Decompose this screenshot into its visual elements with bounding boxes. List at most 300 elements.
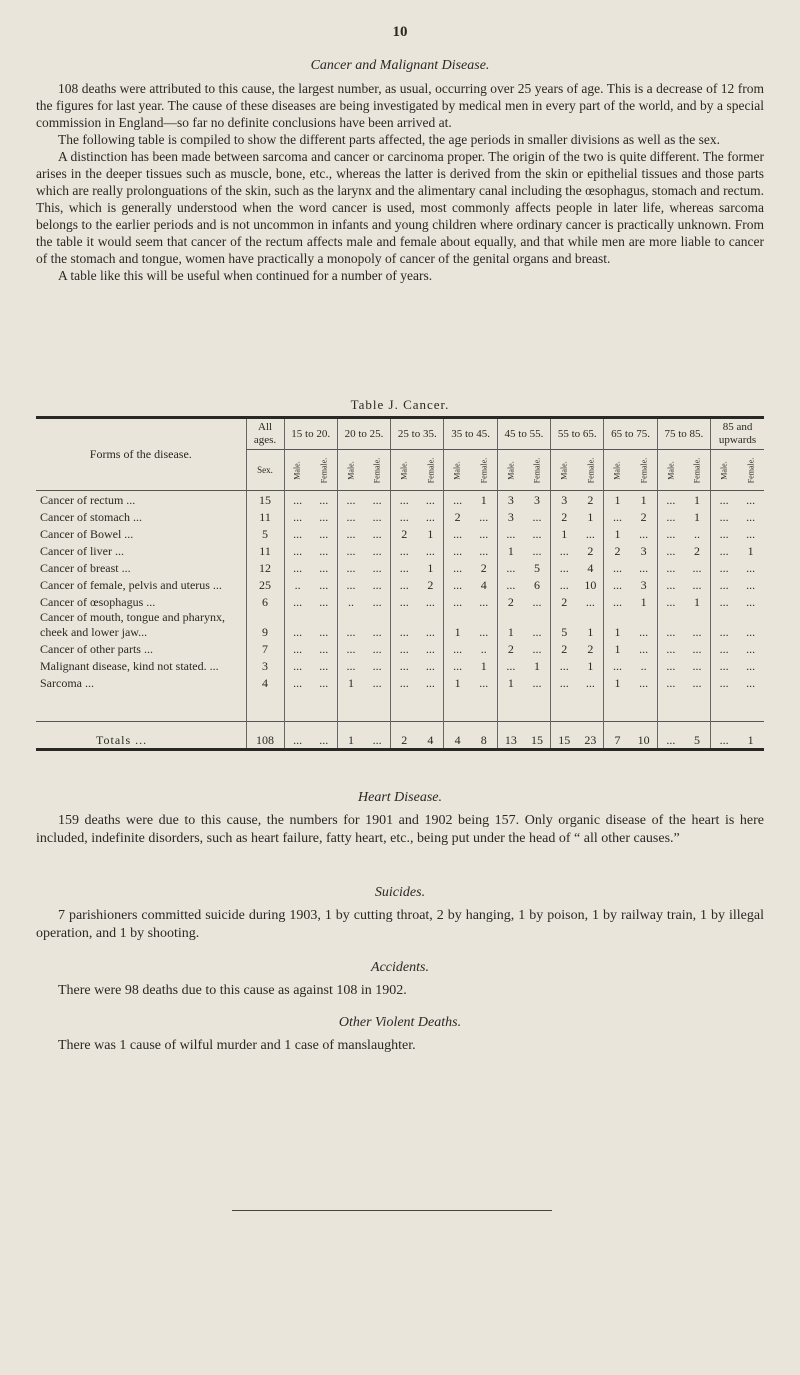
value-cell: 3	[640, 578, 647, 592]
value-cell: 23	[577, 722, 604, 750]
spacer-cell	[337, 691, 364, 722]
value-cell: ...	[746, 527, 756, 541]
value-cell: 2	[391, 525, 418, 542]
value-cell: 4	[480, 578, 487, 592]
value-cell: ...	[639, 625, 649, 639]
value-cell: 1	[604, 491, 631, 509]
value-cell: ...	[657, 542, 684, 559]
sex-subheader-text: Female.	[639, 457, 649, 484]
cancer-table	[36, 416, 764, 751]
value-cell: ...	[337, 542, 364, 559]
value-cell: ...	[372, 510, 382, 524]
sex-subheader-text: Male.	[453, 461, 463, 480]
value-cell: ...	[337, 610, 364, 640]
value-cell: ...	[657, 722, 684, 750]
heart-text: 159 deaths were due to this cause, the numbers for 1901 and 1902 being 157. Only organic disease of the heart is here included, indefinite disorders, such as heart failure, fatty heart, etc., being put under the head of “ all other causes.”	[36, 813, 764, 846]
value-cell: ...	[746, 595, 756, 609]
disease-name-cell: Cancer of mouth, tongue and pharynx, cheek and lower jaw...	[40, 610, 225, 639]
value-cell: ...	[444, 593, 471, 610]
spacer-cell	[577, 691, 604, 722]
table-row	[36, 508, 764, 525]
value-cell: ...	[372, 578, 382, 592]
all-ages-cell: 11	[246, 542, 284, 559]
spacer-cell	[657, 691, 684, 722]
spacer-cell	[711, 691, 738, 722]
value-cell: 1	[587, 510, 594, 524]
value-cell: 3	[497, 508, 524, 525]
male-subheader	[551, 450, 578, 491]
age-group-header: 65 to 75.	[604, 418, 657, 450]
value-cell: ...	[444, 640, 471, 657]
value-cell: 1	[427, 527, 434, 541]
value-cell: ...	[372, 659, 382, 673]
value-cell: ...	[284, 491, 311, 509]
all-ages-cell: 4	[246, 674, 284, 691]
cancer-paragraph: A distinction has been made between sarcoma and cancer or carcinoma proper. The origin of the two is quite different. The former arises in the deeper tissues such as muscle, bone, etc., whereas the latter is derived from the skin or epithelial tissues and those parts which are really prolonguations of the skin, such as the larynx and the alimentary canal including the œsophagus, stomach and rectum. This, which is generally understood when the word cancer is used, most commonly affects people in later life, whereas sarcoma belongs to the earlier periods and is not uncommon in infants and young children where ordinary cancer is practically unknown. From the table it would seem that cancer of the rectum affects male and female about equally, and that while men are more liable to cancer of the stomach and tongue, women have practically a monopoly of cancer of the genital organs and breast.	[36, 149, 764, 266]
value-cell: ...	[391, 657, 418, 674]
value-cell: ...	[657, 657, 684, 674]
value-cell: ..	[337, 593, 364, 610]
spacer-cell	[36, 691, 246, 722]
male-subheader	[711, 450, 738, 491]
sex-subheader-text: Male.	[346, 461, 356, 480]
disease-name-cell: Malignant disease, kind not stated. ...	[40, 659, 219, 673]
disease-name-cell: Totals ...	[36, 722, 246, 750]
value-cell: ...	[311, 722, 338, 750]
table-title: Table J. Cancer.	[350, 397, 450, 412]
value-cell: ...	[711, 657, 738, 674]
value-cell: 1	[444, 674, 471, 691]
sex-subheader-text: Male.	[719, 461, 729, 480]
page-number: 10	[392, 24, 408, 40]
spacer-cell	[444, 691, 471, 722]
value-cell: ...	[551, 674, 578, 691]
value-cell: 1	[444, 610, 471, 640]
value-cell: 2	[391, 722, 418, 750]
value-cell: ...	[746, 493, 756, 507]
heart-heading: Heart Disease.	[358, 790, 442, 805]
value-cell: ...	[711, 593, 738, 610]
age-group-header: 25 to 35.	[391, 418, 444, 450]
disease-name-cell: Cancer of breast ...	[40, 561, 131, 575]
female-subheader	[524, 450, 551, 491]
female-subheader	[417, 450, 444, 491]
value-cell: ...	[284, 593, 311, 610]
value-cell: ...	[711, 491, 738, 509]
all-ages-cell: 9	[246, 610, 284, 640]
value-cell: ...	[284, 722, 311, 750]
value-cell: ..	[284, 576, 311, 593]
all-ages-header: All ages.	[246, 418, 284, 450]
sex-subheader-text: Female.	[372, 457, 382, 484]
value-cell: ...	[692, 676, 702, 690]
spacer-cell	[246, 691, 284, 722]
disease-name-cell: Cancer of other parts ...	[40, 642, 153, 656]
value-cell: ...	[551, 657, 578, 674]
value-cell: ...	[604, 576, 631, 593]
end-rule	[232, 1210, 552, 1211]
value-cell: ...	[444, 576, 471, 593]
value-cell: 1	[693, 510, 700, 524]
value-cell: ...	[444, 542, 471, 559]
value-cell: 1	[604, 610, 631, 640]
cancer-paragraph: 108 deaths were attributed to this cause, the largest number, as usual, occurring over 25 years of age. This is a decrease of 12 from the figures for last year. The cause of these diseases are being investigated by medical men in every part of the world, and by a special commission in England—so far no definite conclusions have been arrived at.	[36, 81, 764, 130]
value-cell: ...	[551, 576, 578, 593]
table-row	[36, 657, 764, 674]
value-cell: 2	[427, 578, 434, 592]
female-subheader	[684, 450, 711, 491]
value-cell: ...	[604, 593, 631, 610]
value-cell: ...	[604, 559, 631, 576]
value-cell: ...	[585, 676, 595, 690]
table-row	[36, 674, 764, 691]
value-cell: 1	[337, 722, 364, 750]
value-cell: ...	[746, 676, 756, 690]
value-cell: ...	[497, 657, 524, 674]
female-subheader	[737, 450, 764, 491]
female-subheader	[311, 450, 338, 491]
value-cell: ...	[532, 527, 542, 541]
value-cell: ...	[497, 576, 524, 593]
sex-subheader-text: Female.	[425, 457, 435, 484]
female-subheader	[364, 450, 391, 491]
value-cell: 2	[444, 508, 471, 525]
value-cell: ...	[337, 525, 364, 542]
value-cell: ...	[657, 576, 684, 593]
value-cell: 3	[534, 493, 541, 507]
value-cell: 1	[497, 674, 524, 691]
value-cell: ...	[657, 491, 684, 509]
age-group-header: 15 to 20.	[284, 418, 337, 450]
value-cell: ...	[711, 722, 738, 750]
value-cell: 8	[471, 722, 498, 750]
female-subheader	[577, 450, 604, 491]
value-cell: ...	[284, 542, 311, 559]
spacer-row	[36, 691, 764, 722]
value-cell: 4	[417, 722, 444, 750]
value-cell: 13	[497, 722, 524, 750]
value-cell: ...	[711, 525, 738, 542]
value-cell: 1	[604, 674, 631, 691]
value-cell: ...	[639, 527, 649, 541]
spacer-cell	[497, 691, 524, 722]
value-cell: ...	[711, 610, 738, 640]
value-cell: ...	[425, 595, 435, 609]
disease-name-cell: Cancer of female, pelvis and uterus ...	[40, 578, 222, 592]
cancer-heading: Cancer and Malignant Disease.	[310, 58, 490, 73]
value-cell: ...	[284, 559, 311, 576]
male-subheader	[444, 450, 471, 491]
value-cell: ...	[391, 593, 418, 610]
value-cell: 2	[587, 493, 594, 507]
value-cell: ...	[479, 510, 489, 524]
totals-row	[36, 722, 764, 750]
value-cell: ...	[284, 610, 311, 640]
value-cell: ...	[425, 676, 435, 690]
all-ages-cell: 12	[246, 559, 284, 576]
value-cell: 1	[480, 493, 487, 507]
spacer-cell	[364, 691, 391, 722]
value-cell: 5	[534, 561, 541, 575]
value-cell: ...	[319, 527, 329, 541]
accidents-heading: Accidents.	[371, 960, 429, 975]
value-cell: ...	[391, 674, 418, 691]
value-cell: ...	[639, 676, 649, 690]
value-cell: ...	[479, 595, 489, 609]
disease-name-cell: Cancer of rectum ...	[40, 493, 136, 507]
disease-name-cell: Cancer of œsophagus ...	[40, 595, 156, 609]
age-group-header: 20 to 25.	[337, 418, 390, 450]
value-cell: 1	[587, 625, 594, 639]
value-cell: ...	[372, 642, 382, 656]
value-cell: ...	[319, 625, 329, 639]
suicides-heading: Suicides.	[374, 885, 426, 900]
value-cell: ...	[284, 674, 311, 691]
forms-header: Forms of the disease.	[36, 418, 246, 491]
sex-subheader-text: Female.	[532, 457, 542, 484]
value-cell: ...	[364, 722, 391, 750]
male-subheader	[337, 450, 364, 491]
value-cell: ...	[746, 561, 756, 575]
sex-label: Sex.	[246, 450, 284, 491]
value-cell: ...	[337, 657, 364, 674]
value-cell: 1	[551, 525, 578, 542]
suicides-section	[36, 885, 764, 943]
spacer-cell	[551, 691, 578, 722]
value-cell: 1	[534, 659, 541, 673]
spacer-cell	[524, 691, 551, 722]
value-cell: ...	[284, 657, 311, 674]
all-ages-cell: 5	[246, 525, 284, 542]
value-cell: ...	[746, 659, 756, 673]
value-cell: 1	[337, 674, 364, 691]
value-cell: 2	[551, 508, 578, 525]
table-row	[36, 610, 764, 640]
value-cell: ..	[693, 527, 700, 541]
value-cell: 1	[737, 722, 764, 750]
female-subheader	[471, 450, 498, 491]
value-cell: ...	[657, 674, 684, 691]
cancer-paragraph: A table like this will be useful when continued for a number of years.	[58, 268, 433, 283]
value-cell: ...	[319, 676, 329, 690]
table-row	[36, 576, 764, 593]
value-cell: ...	[551, 542, 578, 559]
value-cell: ...	[479, 676, 489, 690]
sex-subheader-text: Male.	[399, 461, 409, 480]
value-cell: ...	[657, 610, 684, 640]
value-cell: ...	[284, 508, 311, 525]
male-subheader	[497, 450, 524, 491]
all-ages-cell: 108	[246, 722, 284, 750]
value-cell: ..	[480, 642, 487, 656]
value-cell: ...	[425, 625, 435, 639]
value-cell: ...	[425, 493, 435, 507]
spacer-cell	[684, 691, 711, 722]
value-cell: 1	[497, 610, 524, 640]
value-cell: ...	[391, 491, 418, 509]
value-cell: ...	[692, 561, 702, 575]
disease-name-cell: Sarcoma ...	[40, 676, 94, 690]
value-cell: ...	[604, 657, 631, 674]
male-subheader	[391, 450, 418, 491]
value-cell: ...	[479, 544, 489, 558]
age-group-header: 55 to 65.	[551, 418, 604, 450]
value-cell: ...	[479, 625, 489, 639]
value-cell: ...	[372, 493, 382, 507]
age-group-header: 45 to 55.	[497, 418, 550, 450]
value-cell: ...	[711, 542, 738, 559]
spacer-cell	[311, 691, 338, 722]
value-cell: 3	[640, 544, 647, 558]
female-subheader	[631, 450, 658, 491]
value-cell: 2	[693, 544, 700, 558]
value-cell: 7	[604, 722, 631, 750]
value-cell: ...	[319, 493, 329, 507]
value-cell: 2	[497, 593, 524, 610]
value-cell: ...	[372, 544, 382, 558]
value-cell: ...	[444, 559, 471, 576]
value-cell: ...	[444, 657, 471, 674]
value-cell: ...	[425, 659, 435, 673]
value-cell: ...	[657, 593, 684, 610]
value-cell: ...	[444, 525, 471, 542]
value-cell: ...	[532, 510, 542, 524]
accidents-text: There were 98 deaths due to this cause as against 108 in 1902.	[58, 983, 407, 998]
cancer-section	[36, 58, 764, 284]
value-cell: 4	[444, 722, 471, 750]
value-cell: ...	[372, 527, 382, 541]
value-cell: 1	[497, 542, 524, 559]
value-cell: 2	[587, 544, 594, 558]
value-cell: ...	[337, 640, 364, 657]
value-cell: 1	[604, 640, 631, 657]
value-cell: ...	[425, 642, 435, 656]
value-cell: ...	[319, 510, 329, 524]
value-cell: ...	[337, 491, 364, 509]
value-cell: ..	[640, 659, 647, 673]
value-cell: ...	[425, 510, 435, 524]
all-ages-cell: 7	[246, 640, 284, 657]
value-cell: 2	[604, 542, 631, 559]
value-cell: ...	[585, 527, 595, 541]
value-cell: 15	[551, 722, 578, 750]
disease-name-cell: Cancer of Bowel ...	[40, 527, 134, 541]
value-cell: ...	[532, 625, 542, 639]
value-cell: ...	[372, 595, 382, 609]
value-cell: ...	[391, 559, 418, 576]
value-cell: ...	[692, 642, 702, 656]
spacer-cell	[737, 691, 764, 722]
value-cell: 5	[684, 722, 711, 750]
value-cell: ...	[692, 659, 702, 673]
value-cell: ...	[319, 578, 329, 592]
value-cell: 2	[497, 640, 524, 657]
value-cell: 2	[480, 561, 487, 575]
value-cell: 1	[640, 493, 647, 507]
value-cell: 2	[587, 642, 594, 656]
sex-subheader-text: Female.	[479, 457, 489, 484]
male-subheader	[284, 450, 311, 491]
table-row	[36, 525, 764, 542]
violent-deaths-section	[36, 1015, 764, 1055]
value-cell: ...	[657, 508, 684, 525]
sex-subheader-text: Female.	[692, 457, 702, 484]
disease-name-cell: Cancer of liver ...	[40, 544, 124, 558]
value-cell: ...	[639, 642, 649, 656]
sex-subheader-text: Female.	[746, 457, 756, 484]
value-cell: 5	[551, 610, 578, 640]
value-cell: 3	[551, 491, 578, 509]
table-row	[36, 640, 764, 657]
value-cell: ...	[391, 508, 418, 525]
value-cell: ...	[391, 576, 418, 593]
value-cell: ...	[337, 559, 364, 576]
all-ages-cell: 3	[246, 657, 284, 674]
table-row	[36, 593, 764, 610]
table-row	[36, 491, 764, 509]
all-ages-cell: 11	[246, 508, 284, 525]
cancer-table-wrapper	[36, 416, 764, 751]
value-cell: 10	[584, 578, 597, 592]
value-cell: 3	[497, 491, 524, 509]
violent-heading: Other Violent Deaths.	[338, 1015, 462, 1030]
sex-subheader-text: Male.	[559, 461, 569, 480]
value-cell: ...	[532, 676, 542, 690]
table-row	[36, 559, 764, 576]
value-cell: ...	[657, 525, 684, 542]
value-cell: ...	[657, 559, 684, 576]
age-group-header: 35 to 45.	[444, 418, 497, 450]
violent-text: There was 1 cause of wilful murder and 1 case of manslaughter.	[58, 1038, 416, 1053]
age-group-header: 75 to 85.	[657, 418, 710, 450]
all-ages-cell: 25	[246, 576, 284, 593]
value-cell: ...	[692, 578, 702, 592]
sex-subheader-text: Male.	[506, 461, 516, 480]
value-cell: 1	[640, 595, 647, 609]
sex-subheader-text: Male.	[293, 461, 303, 480]
value-cell: ...	[319, 659, 329, 673]
value-cell: ...	[372, 625, 382, 639]
spacer-cell	[284, 691, 311, 722]
value-cell: ...	[319, 561, 329, 575]
suicides-text: 7 parishioners committed suicide during 1903, 1 by cutting throat, 2 by hanging, 1 by poison, 1 by railway train, 1 by illegal operation, and 1 by shooting.	[36, 908, 764, 941]
value-cell: ...	[391, 610, 418, 640]
value-cell: ...	[284, 525, 311, 542]
value-cell: ...	[284, 640, 311, 657]
value-cell: ...	[585, 595, 595, 609]
spacer-cell	[471, 691, 498, 722]
value-cell: 1	[693, 493, 700, 507]
value-cell: ...	[746, 625, 756, 639]
value-cell: ...	[657, 640, 684, 657]
value-cell: 2	[551, 640, 578, 657]
value-cell: ...	[532, 642, 542, 656]
value-cell: ...	[319, 595, 329, 609]
all-ages-cell: 6	[246, 593, 284, 610]
value-cell: 6	[534, 578, 541, 592]
value-cell: ...	[497, 559, 524, 576]
value-cell: 2	[551, 593, 578, 610]
value-cell: 1	[587, 659, 594, 673]
value-cell: 1	[480, 659, 487, 673]
value-cell: ...	[337, 508, 364, 525]
value-cell: 1	[693, 595, 700, 609]
value-cell: 1	[604, 525, 631, 542]
table-row	[36, 542, 764, 559]
accidents-section	[36, 960, 764, 1000]
value-cell: ...	[319, 642, 329, 656]
value-cell: ...	[532, 544, 542, 558]
